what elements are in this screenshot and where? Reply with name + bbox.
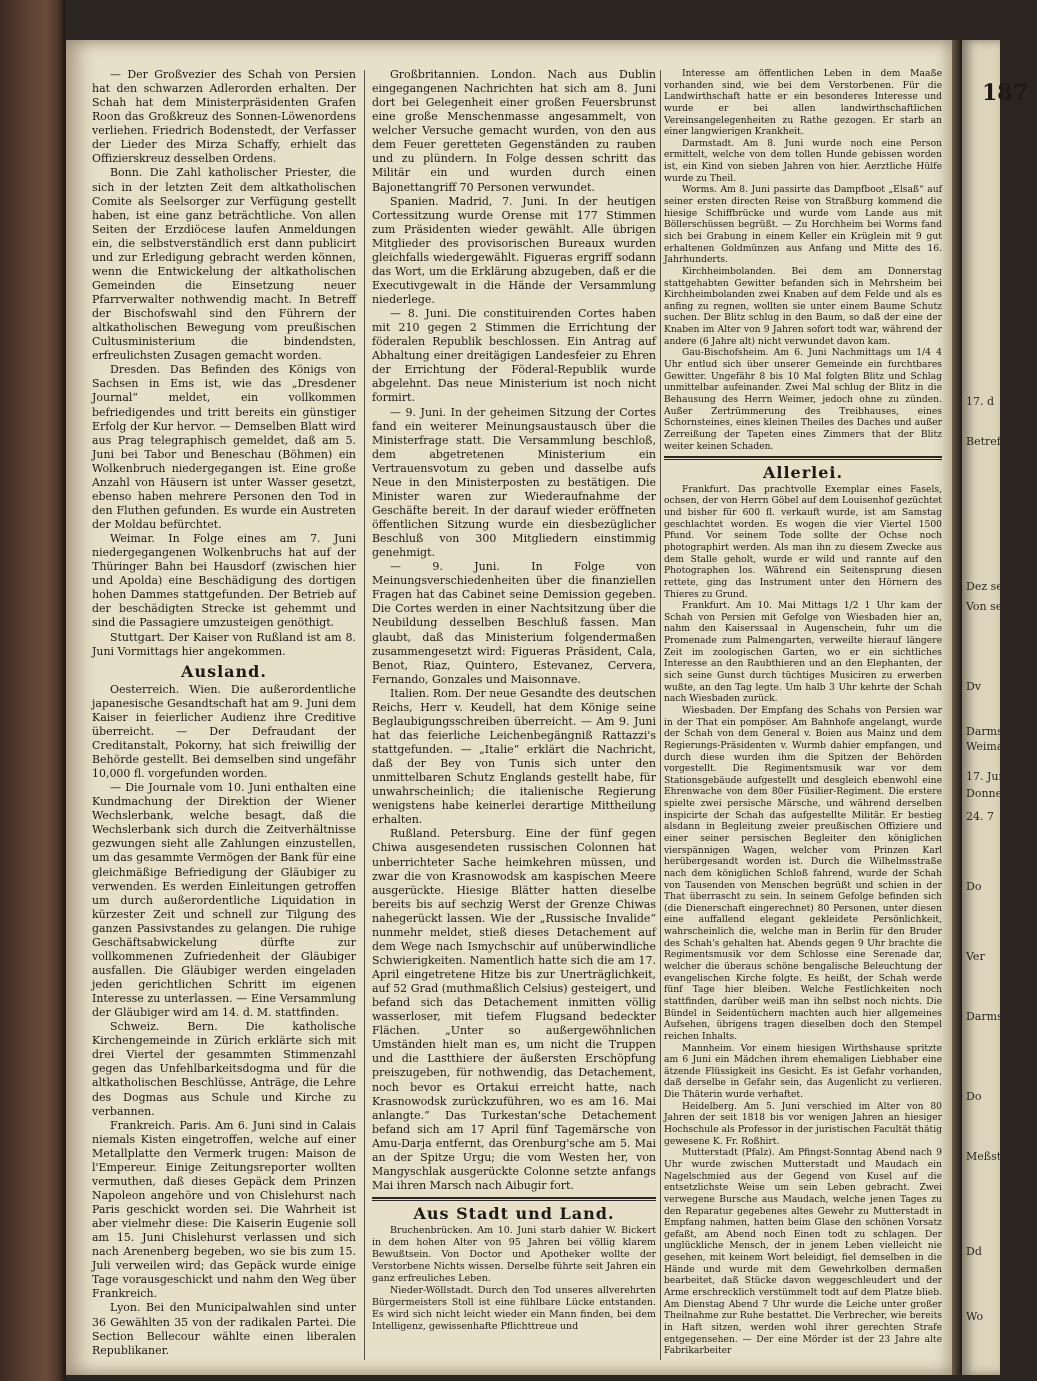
article-paragraph: Kirchheimbolanden. Bei dem am Donnerstag stattgehabten Gewitter befanden sich in Mehrsheim bei Kirchheimbolanden zwei Knaben auf dem Felde und als es anfing zu regnen, wollten sie unter einem Baume Schutz suchen. Der Blitz schlug in den Baum, so daß der eine der Knaben im Alter von 9 Jahren sofort todt war, während der andere (6 Jahre alt) nicht verwundet davon kam. xyxy=(664,265,942,347)
article-paragraph: — 9. Juni. In Folge von Meinungsverschiedenheiten über die finanziellen Fragen hat das Cabinet seine Demission gegeben. Die Cortes werden in einer Nachtsitzung über die Neubildung desselben Beschluß fassen. Man glaubt, daß das Ministerium folgendermaßen zusammengesetzt wird: Figueras Präsident, Cala, Benot, Riaz, Quintero, Estevanez, Cervera, Fernando, Gonzales und Maisonnave. xyxy=(372,560,656,686)
article-paragraph: Mutterstadt (Pfalz). Am Pfingst-Sonntag Abend nach 9 Uhr wurde zwischen Mutterstadt und Maudach ein Nagelschmied aus der Gegend von Kusel auf die entsetzlichste Weise um sein Leben gebracht. Zwei verwegene Bursche aus Maudach, welche jenen Tages zu den Reparatur gegebenes altes Gewehr zu Mutterstadt in Empfang nahmen, hatten beim Glase den schönen Vorsatz gefaßt, am Abend noch Einen todt zu schlagen. Der unglückliche Mensch, der in jenem Leben vielleicht nie gesehen, mit keinem Wort beleidigt, fiel demselben in die Hände und wurde mit dem Gewehrkolben dermaßen bearbeitet, daß Stücke davon weggeschleudert und der Arme erschrecklich verstümmelt todt auf dem Platze blieb. Am Dienstag Abend 7 Uhr wurde die Leiche unter großer Theilnahme zur Ruhe bestattet. Die Verbrecher, wie bereits in Haft sitzen, werden wohl ihrer gerechten Strafe entgegensehen. — Der eine Mörder ist der 23 Jahre alte Fabrikarbeiter xyxy=(664,1147,942,1357)
article-paragraph: Frankfurt. Am 10. Mai Mittags 1/2 1 Uhr kam der Schah von Persien mit Gefolge von Wiesbaden hier an, nahm den Kaiserssaal in Augenschein, fuhr um die Promenade zum Palmengarten, verweilte hierauf längere Zeit im zoologischen Garten, wo er ein sichtliches Interesse an den Raubthieren und an den Elephanten, der sich seine Gunst durch tüchtiges Musiciren zu erwerben wußte, an den Tag legte. Um halb 3 Uhr kehrte der Schah nach Wiesbaden zurück. xyxy=(664,600,942,705)
article-paragraph: Frankreich. Paris. Am 6. Juni sind in Calais niemals Kisten eingetroffen, welche auf einer Metallplatte den Vermerk trugen: Maison de l'Empereur. Einige Zeitungsreporter wollten vermuthen, daß dieses Gepäck dem Prinzen Napoleon angehöre und von Chislehurst nach Paris geschickt worden sei. Die Wahrheit ist aber vielmehr diese: Die Kaiserin Eugenie soll am 15. Juni Chislehurst verlassen und sich nach Arenenberg begeben, wo sie bis zum 15. Juli verweilen wird; das Gepäck wurde einige Tage vorausgeschickt und nahm den Weg über Frankreich. xyxy=(92,1118,356,1301)
section-heading-stadt-und-land: Aus Stadt und Land. xyxy=(413,1204,615,1223)
article-paragraph: Nieder-Wöllstadt. Durch den Tod unseres allverehrten Bürgermeisters Stoll ist eine fühlbare Lücke entstanden. Es wird sich nicht leicht wieder ein Mann finden, bei dem Intelligenz, gewissenhafte Pflichttreue und xyxy=(372,1285,656,1333)
adjacent-page-edge xyxy=(962,40,1000,1375)
adjacent-page-fragment: Meßstadt xyxy=(966,1150,1020,1163)
article-paragraph: Italien. Rom. Der neue Gesandte des deutschen Reichs, Herr v. Keudell, hat dem Könige seine Beglaubigungsschreiben überreicht. — Am 9. Juni hat das feierliche Leichenbegängniß Rattazzi's stattgefunden. — „Italie“ erklärt die Nachricht, daß der Bey von Tunis sich unter den unmittelbaren Schutz Englands gestellt habe, für unwahrscheinlich; die italienische Regierung wenigstens habe keinerlei derartige Mittheilung erhalten. xyxy=(372,686,656,827)
adjacent-page-fragment: Donnerst xyxy=(966,787,1018,800)
adjacent-page-fragment: Weimar xyxy=(966,740,1009,753)
adjacent-page-fragment: Do xyxy=(966,880,982,893)
column-2 xyxy=(372,68,656,1333)
article-paragraph: — 9. Juni. In der geheimen Sitzung der Cortes fand ein weiterer Meinungsaustausch über die Ministerfrage statt. Die Versammlung beschloß, dem abgetretenen Ministerium ein Vertrauensvotum zu geben und dasselbe aufs Neue in den Ministerposten zu bestätigen. Die Minister waren zur Wiederaufnahme der Geschäfte bereit. In der darauf wieder eröffneten öffentlichen Sitzung wurde ein diesbezüglicher Beschluß von 300 Mitgliedern einstimmig genehmigt. xyxy=(372,405,656,560)
column-3 xyxy=(664,68,942,1357)
section-heading-ausland: Ausland. xyxy=(181,661,267,681)
article-paragraph: — 8. Juni. Die constituirenden Cortes haben mit 210 gegen 2 Stimmen die Errichtung der föderalen Republik beschlossen. Ein Antrag auf Abhaltung einer dreitägigen Landesfeier zu Ehren der Errichtung der Föderal-Republik wurde abgelehnt. Das neue Ministerium ist noch nicht formirt. xyxy=(372,307,656,405)
adjacent-page-fragment: Dv xyxy=(966,680,982,693)
adjacent-page-fragment: Darmstädt xyxy=(966,1010,1026,1023)
section-heading-allerlei: Allerlei. xyxy=(762,463,844,483)
section-divider xyxy=(372,1197,656,1201)
section-divider xyxy=(664,456,942,460)
article-paragraph: Darmstadt. Am 8. Juni wurde noch eine Person ermittelt, welche von dem tollen Hunde gebissen worden ist, ein Kind von sieben Jahren von hier. Aerztliche Hülfe wurde zu Theil. xyxy=(664,137,942,184)
page-number: 187 xyxy=(982,80,1028,106)
adjacent-page-fragment: Darmstädter xyxy=(966,725,1037,738)
adjacent-page-fragment: Wo xyxy=(966,1310,984,1323)
article-paragraph: Mannheim. Vor einem hiesigen Wirthshause spritzte am 6 Juni ein Mädchen ihrem ehemaligen Liebhaber eine ätzende Flüssigkeit ins Gesicht. Es ist Gefahr vorhanden, daß derselbe in Gefahr sein, das Augenlicht zu verlieren. Die Thäterin wurde verhaftet. xyxy=(664,1042,942,1101)
article-paragraph: Interesse am öffentlichen Leben in dem Maaße vorhanden sind, wie bei dem Verstorbenen. Für die Landwirthschaft hatte er ein besonderes Interesse und wurde er bei allen landwirthschaftlichen Vereinsangelegenheiten zu Rathe gezogen. Er starb an einer langwierigen Krankheit. xyxy=(664,68,942,138)
article-paragraph: Weimar. In Folge eines am 7. Juni niedergegangenen Wolkenbruchs hat auf der Thüringer Bahn bei Hausdorf (zwischen hier und Apolda) eine Beschädigung des dortigen hohen Dammes stattgefunden. Der Betrieb auf der beschädigten Strecke ist gehemmt und sind die Passagiere umzusteigen genöthigt. xyxy=(92,532,356,630)
book-binding xyxy=(0,0,66,1381)
article-paragraph: Stuttgart. Der Kaiser von Rußland ist am 8. Juni Vormittags hier angekommen. xyxy=(92,630,356,658)
article-paragraph: Wiesbaden. Der Empfang des Schahs von Persien war in der That ein pompöser. Am Bahnhofe angelangt, wurde der Schah von dem General v. Boien aus Mainz und dem Regierungs-Präsidenten v. Wurmb dahier empfangen, und durch diese wurden ihm die Spitzen der Behörden vorgestellt. Die Regimentsmusik war vor dem Stationsgebäude aufgestellt und desgleich ebenwohl eine Ehrenwache von dem 80er Füsilier-Regiment. Die erstere spielte zwei persische Märsche, und während derselben inspicirte der Schah das aufgestellte Militär. Er bestieg alsdann in Begleitung zweier preußischen Offiziere und einer seiner persischen Begleiter den königlichen vierspännigen Wagen, welcher vom Prinzen Karl herübergesandt worden ist. Durch die Wilhelmsstraße nach dem königlichen Schloß fahrend, wurde der Schah von Tausenden von Menschen begrüßt und schien in der That überrascht zu sein. In seinem Gefolge befinden sich (die Dienerschaft eingerechnet) 80 Personen, unter diesen eine auffallend elegant gekleidete Persönlichkeit, wahrscheinlich die, welche man in Berlin für den Bruder des Schah's gehalten hat. Abends gegen 9 Uhr brachte die Regimentsmusik vor dem Schlosse eine Serenade dar, welcher die überaus schöne bengalische Beleuchtung der evangelischen Kirche folgte. Es heißt, der Schah werde fünf Tage hier bleiben. Welche Festlichkeiten noch stattfinden, darüber weiß man ihn selbst noch nichts. Die Bündel in Seidentüchern machten auch hier allgemeines Aufsehen, übrigens tragen dieselben doch den Stempel reichen Inhalts. xyxy=(664,704,942,1042)
adjacent-page-fragment: Von seit xyxy=(966,600,1011,613)
article-paragraph: Bruchenbrücken. Am 10. Juni starb dahier W. Bickert in dem hohen Alter von 95 Jahren bei völlig klarem Bewußtsein. Von Doctor und Apotheker wollte der Verstorbene Nichts wissen. Derselbe führte seit Jahren ein ganz erfreuliches Leben. xyxy=(372,1225,656,1285)
adjacent-page-fragment: Dd xyxy=(966,1245,982,1258)
article-paragraph: Worms. Am 8. Juni passirte das Dampfboot „Elsaß“ auf seiner ersten directen Reise von Straßburg kommend die hiesige Schiffbrücke und wurde vom Lande aus mit Böllerschüssen begrüßt. — Zu Horchheim bei Worms fand sich bei Grabung in einem Keller ein Krüglein mit 9 gut erhaltenen Goldmünzen aus Anfang und Mitte des 16. Jahrhunderts. xyxy=(664,184,942,266)
adjacent-page-fragment: Do xyxy=(966,1090,982,1103)
article-paragraph: Bonn. Die Zahl katholischer Priester, die sich in der letzten Zeit dem altkatholischen Comite als Seelsorger zur Verfügung gestellt haben, ist eine ganz beträchtliche. Von allen Seiten der Erzdiöcese laufen Anmeldungen ein, die selbstverständlich erst dann publicirt und zur Erledigung gebracht werden können, wenn die Entwickelung der altkatholischen Gemeinden die Einsetzung neuer Pfarrverwalter nothwendig macht. In Betreff der Bischofswahl sind den Führern der altkatholischen Bewegung vom preußischen Cultusministerium die bindendsten, erfreulichsten Zusagen gemacht worden. xyxy=(92,166,356,363)
article-paragraph: — Die Journale vom 10. Juni enthalten eine Kundmachung der Direktion der Wiener Wechslerbank, welche besagt, daß die Wechslerbank sich durch die Zeitverhältnisse gezwungen sieht alle Zahlungen einzustellen, um das gesammte Vermögen der Bank für eine gleichmäßige Befriedigung der Gläubiger zu verwenden. Es werden Einleitungen getroffen um durch außerordentliche Liquidation in kürzester Zeit und schnell zur Tilgung des ganzen Passivstandes zu gelangen. Die ruhige Geschäftsabwickelung dürfte zur vollkommenen Zufriedenheit der Gläubiger ausfallen. Die Gläubiger werden eingeladen jeden gerichtlichen Schritt im eigenen Interesse zu unterlassen. — Eine Versammlung der Gläubiger wird am 14. d. M. stattfinden. xyxy=(92,781,356,1020)
article-paragraph: Lyon. Bei den Municipalwahlen sind unter 36 Gewählten 35 von der radikalen Partei. Die Section Bellecour wählte einen liberalen Republikaner. xyxy=(92,1301,356,1357)
adjacent-page-fragment: 17. d xyxy=(966,395,995,408)
column-rule xyxy=(660,70,661,1360)
article-paragraph: Dresden. Das Befinden des Königs von Sachsen in Ems ist, wie das „Dresdener Journal“ meldet, ein vollkommen befriedigendes und tritt bereits ein günstiger Erfolg der Kur hervor. — Demselben Blatt wird aus Prag telegraphisch gemeldet, daß am 5. Juni bei Tabor und Beneschau (Böhmen) ein Wolkenbruch niedergegangen ist. Eine große Anzahl von Häusern ist unter Wasser gesetzt, ebenso haben mehrere Personen den Tod in den Fluthen gefunden. Es wurde ein Austreten der Moldau befürchtet. xyxy=(92,363,356,531)
article-paragraph: Gau-Bischofsheim. Am 6. Juni Nachmittags um 1/4 4 Uhr entlud sich über unserer Gemeinde ein furchtbares Gewitter. Ungefähr 8 bis 10 Mal folgten Blitz und Schlag unmittelbar aufeinander. Zwei Mal schlug der Blitz in die Behausung des Herrn Weimer, jedoch ohne zu zünden. Außer Zertrümmerung des Treibhauses, eines Schornsteines, eines kleinen Theiles des Daches und außer Zerreißung der Tapeten eines Zimmers that der Blitz weiter keinen Schaden. xyxy=(664,347,942,452)
article-paragraph: Schweiz. Bern. Die katholische Kirchengemeinde in Zürich erklärte sich mit drei Viertel der gesammten Stimmenzahl gegen das Unfehlbarkeitsdogma und für die altkatholischen Beschlüsse, Anträge, die Lehre des Dogmas aus Schule und Kirche zu verbannen. xyxy=(92,1020,356,1118)
column-rule xyxy=(364,70,365,1360)
adjacent-page-fragment: Dez seit xyxy=(966,580,1011,593)
article-paragraph: Großbritannien. London. Nach aus Dublin eingegangenen Nachrichten hat sich am 8. Juni dort bei Gelegenheit einer großen Feuersbrunst eine große Menschenmasse angesammelt, von welcher Versuche gemacht wurden, von den aus dem Feuer geretteten Gegenständen zu rauben und zu plündern. In Folge dessen schritt das Militär ein und wurden durch einen Bajonettangriff 70 Personen verwundet. xyxy=(372,68,656,194)
article-paragraph: Oesterreich. Wien. Die außerordentliche japanesische Gesandtschaft hat am 9. Juni dem Kaiser in feierlicher Audienz ihre Creditive überreicht. — Der Defraudant der Creditanstalt, Pokorny, hat sich freiwillig der Behörde gestellt. Bei demselben sind ungefähr 10,000 fl. vorgefunden worden. xyxy=(92,682,356,781)
article-paragraph: Rußland. Petersburg. Eine der fünf gegen Chiwa ausgesendeten russischen Colonnen hat unberrichteter Sache heimkehren müssen, und zwar die von Krasnowodsk am kaspischen Meere ausgerückte. Hiesige Blätter hatten dieselbe bereits bis auf sechzig Werst der Grenze Chiwas nahegerückt lassen. Wie der „Russische Invalide“ nunmehr meldet, stieß dieses Detachement auf dem Wege nach Ismychschir auf unüberwindliche Schwierigkeiten. Namentlich hatte sich die am 17. April eingetretene Hitze bis zur Unerträglichkeit, auf 52 Grad (muthmaßlich Celsius) gesteigert, und befand sich das Detachement inmitten völlig wasserloser, mit tiefem Flugsand bedeckter Flächen. „Unter so außergewöhnlichen Umständen hielt man es, um nicht die Truppen und die Lastthiere der äußersten Erschöpfung preiszugeben, für nothwendig, das Detachement, noch bevor es Ortakui erreicht hatte, nach Krasnowodsk zurückzuführen, wo es am 16. Mai anlangte.“ Das Turkestan'sche Detachement befand sich am 17 April fünf Tagemärsche von Amu-Darja entfernt, das Orenburg'sche am 5. Mai an der Spitze Urgu; die vom Westen her, von Mangyschlak ausgerückte Colonne setzte anfangs Mai ihren Marsch nach Aibugir fort. xyxy=(372,827,656,1192)
article-paragraph: Heidelberg. Am 5. Juni verschied im Alter von 80 Jahren der seit 1818 bis vor wenigen Jahren an hiesiger Hochschule als Professor in der juristischen Facultät thätig gewesene K. Fr. Roßhirt. xyxy=(664,1100,942,1147)
adjacent-page-fragment: 17. Juni xyxy=(966,770,1010,783)
article-paragraph: Frankfurt. Das prachtvolle Exemplar eines Fasels, ochsen, der von Herrn Göbel auf dem Louisenhof gezüchtet und bisher für 600 fl. verkauft wurde, ist am Samstag geschlachtet worden. Es wogen die vier Viertel 1500 Pfund. Vor seinem Tode sollte der Ochse noch photographirt werden. Als man ihn zu diesem Zwecke aus dem Stalle geholt, wurde er wild und rannte auf den Photographen los. Während ein Seitensprung diesen rettete, ging das Instrument unter den Hörnern des Thieres zu Grund. xyxy=(664,483,942,600)
article-paragraph: Spanien. Madrid, 7. Juni. In der heutigen Cortessitzung wurde Orense mit 177 Stimmen zum Präsidenten wieder gewählt. Alle übrigen Mitglieder des provisorischen Bureaux wurden gleichfalls wiedergewählt. Figueras ergriff sodann das Wort, um die Erklärung abzugeben, daß er die Executivgewalt in die Hände der Versammlung niederlege. xyxy=(372,194,656,306)
adjacent-page-fragment: 24. 7 xyxy=(966,810,994,823)
column-1 xyxy=(92,68,356,1358)
article-paragraph: — Der Großvezier des Schah von Persien hat den schwarzen Adlerorden erhalten. Der Schah hat dem Ministerpräsidenten Grafen Roon das Großkreuz des Sonnen-Löwenordens verliehen. Friedrich Bodenstedt, der Verfasser der Lieder des Mirza Schaffy, erhielt das Offizierskreuz desselben Ordens. xyxy=(92,68,356,166)
adjacent-page-fragment: Ver xyxy=(966,950,985,963)
adjacent-page-fragment: Betreff xyxy=(966,435,1005,448)
page-gutter xyxy=(952,40,962,1375)
